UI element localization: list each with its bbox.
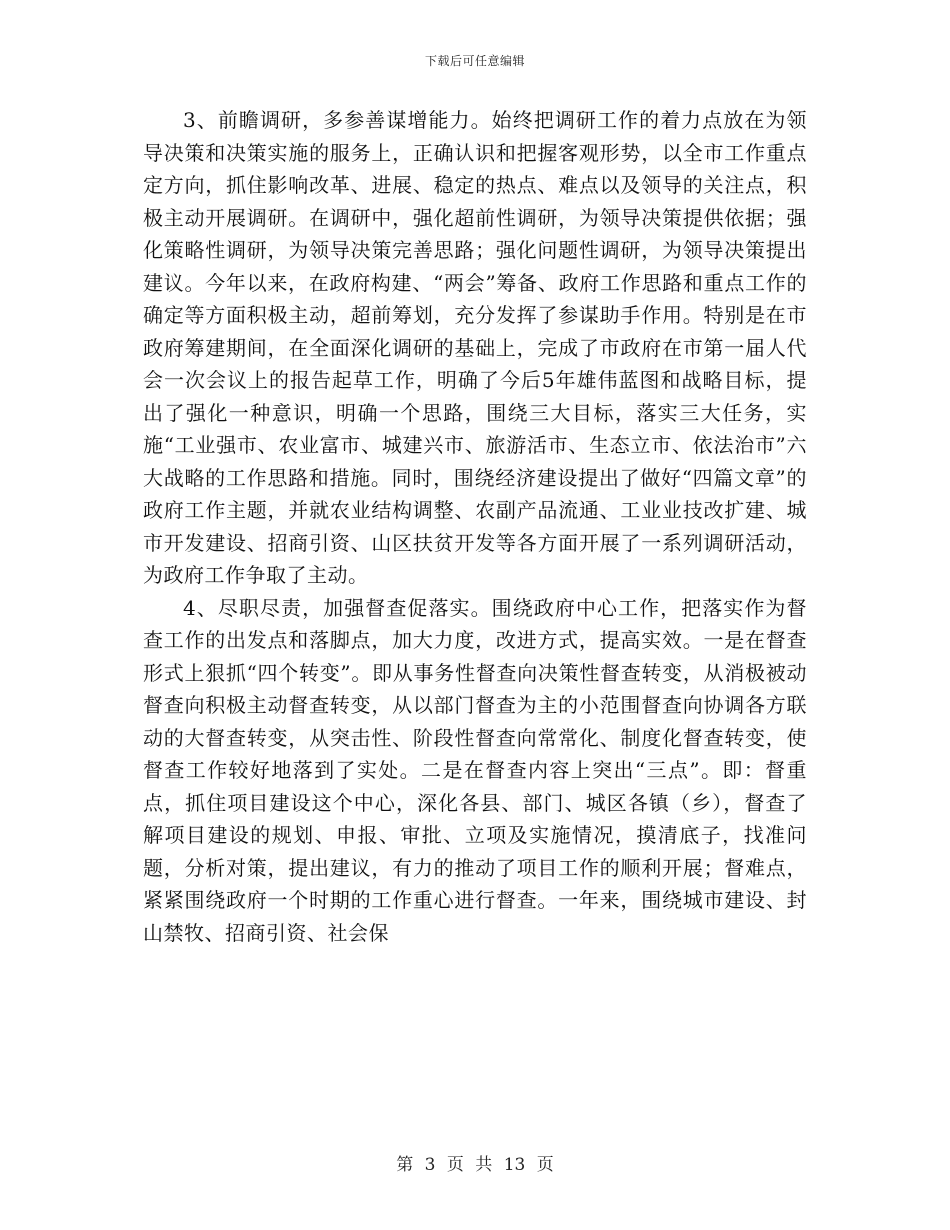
paragraph-research: 3、前瞻调研，多参善谋增能力。始终把调研工作的着力点放在为领导决策和决策实施的服务上，正确认识和把握客观形势，以全市工作重点定方向，抓住影响改革、进展、稳定的热点、难点以及领导的关注点，积极主动开展调研。在调研中，强化超前性调研，为领导决策提供依据；强化策略性调研，为领导决策完善思路；强化问题性调研，为领导决策提出建议。今年以来，在政府构建、“两会”筹备、政府工作思路和重点工作的确定等方面积极主动，超前筹划，充分发挥了参谋助手作用。特别是在市政府筹建期间，在全面深化调研的基础上，完成了市政府在市第一届人代会一次会议上的报告起草工作，明确了今后5年雄伟蓝图和战略目标，提出了强化一种意识，明确一个思路，围绕三大目标，落实三大任务，实施“工业强市、农业富市、城建兴市、旅游活市、生态立市、依法治市”六大战略的工作思路和措施。同时，围绕经济建设提出了做好“四篇文章”的政府工作主题，并就农业结构调整、农副产品流通、工业业技改扩建、城市开发建设、招商引资、山区扶贫开发等各方面开展了一系列调研活动，为政府工作争取了主动。 (143, 108, 807, 587)
paragraph-supervision: 4、尽职尽责，加强督查促落实。围绕政府中心工作，把落实作为督查工作的出发点和落脚点，加大力度，改进方式，提高实效。一是在督查形式上狠抓“四个转变”。即从事务性督查向决策性督查转变，从消极被动督查向积极主动督查转变，从以部门督查为主的小范围督查向协调各方联动的大督查转变，从突击性、阶段性督查向常常化、制度化督查转变，使督查工作较好地落到了实处。二是在督查内容上突出“三点”。即：督重点，抓住项目建设这个中心，深化各县、部门、城区各镇（乡），督查了解项目建设的规划、申报、审批、立项及实施情况，摸清底子，找准问题，分析对策，提出建议，有力的推动了项目工作的顺利开展；督难点，紧紧围绕政府一个时期的工作重心进行督查。一年来，围绕城市建设、封山禁牧、招商引资、社会保 (143, 595, 807, 945)
page-number: 第 3 页 共 13 页 (396, 1155, 554, 1175)
document-body (143, 104, 807, 949)
page-header: 下载后可任意编辑 (424, 54, 525, 68)
